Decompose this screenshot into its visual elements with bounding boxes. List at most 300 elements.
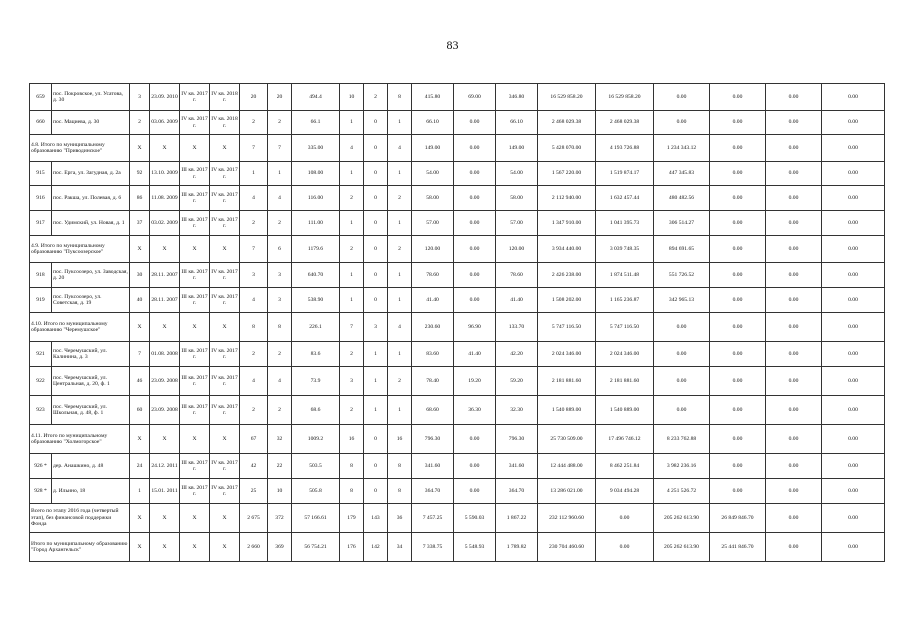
table-cell: 0.00 xyxy=(822,186,885,211)
table-cell: 8 xyxy=(388,454,412,479)
table-cell: 0.00 xyxy=(654,342,710,367)
table-cell: 17 496 746.12 xyxy=(596,425,654,454)
table-cell: 36.30 xyxy=(454,396,496,425)
table-cell: 1 xyxy=(340,211,364,236)
table-cell: 0 xyxy=(364,479,388,504)
table-row xyxy=(30,211,885,236)
table-cell: 11.08. 2009 xyxy=(150,186,180,211)
table-cell: X xyxy=(130,236,150,263)
table-cell: 205 262 613.90 xyxy=(654,533,710,562)
table-cell: 0 xyxy=(364,211,388,236)
table-cell: 0.00 xyxy=(654,367,710,396)
table-cell: 57 166.61 xyxy=(292,504,340,533)
table-cell: 505.8 xyxy=(292,479,340,504)
table-cell: 0.00 xyxy=(766,162,822,186)
table-cell: IV кв. 2017 г. xyxy=(210,479,240,504)
table-cell: X xyxy=(210,504,240,533)
subtotal-label: Итого по муниципальному образованию "Город Архангельск" xyxy=(30,533,130,562)
table-cell: 0.00 xyxy=(822,263,885,288)
table-cell: 13.10. 2009 xyxy=(150,162,180,186)
table-cell: 923 xyxy=(30,396,52,425)
table-cell: 1009.2 xyxy=(292,425,340,454)
table-cell: 306 514.27 xyxy=(654,211,710,236)
table-cell: 42 xyxy=(240,454,268,479)
table-row xyxy=(30,263,885,288)
table-cell: 0 xyxy=(364,162,388,186)
table-cell: 3 xyxy=(340,367,364,396)
table-cell: 0.00 xyxy=(766,288,822,313)
table-cell: 342 965.13 xyxy=(654,288,710,313)
table-cell: 7 338.75 xyxy=(412,533,454,562)
table-cell: пос. Мациева, д. 30 xyxy=(52,111,130,135)
table-cell: 0.00 xyxy=(766,211,822,236)
table-cell: X xyxy=(150,135,180,162)
table-cell: X xyxy=(150,313,180,342)
table-cell: пос. Пуксоозеро, ул. Советская, д. 19 xyxy=(52,288,130,313)
table-cell: 5 590.03 xyxy=(454,504,496,533)
table-cell: 2 112 940.00 xyxy=(538,186,596,211)
table-cell: 8 xyxy=(388,84,412,111)
table-cell: IV кв. 2017 г. xyxy=(180,111,210,135)
table-cell: 1 xyxy=(268,162,292,186)
table-cell: 0.00 xyxy=(596,504,654,533)
table-cell: 3 039 748.35 xyxy=(596,236,654,263)
table-cell: 226.1 xyxy=(292,313,340,342)
table-cell: 0.00 xyxy=(710,186,766,211)
table-cell: 176 xyxy=(340,533,364,562)
table-cell: 1 234 343.12 xyxy=(654,135,710,162)
table-cell: 2 024 346.00 xyxy=(596,342,654,367)
table-cell: 41.40 xyxy=(496,288,538,313)
subtotal-label: 4.8. Итого по муниципальному образованию "Приводинское" xyxy=(30,135,130,162)
table-cell: 111.00 xyxy=(292,211,340,236)
table-cell: X xyxy=(150,425,180,454)
table-cell: 2 024 346.00 xyxy=(538,342,596,367)
table-cell: 56 754.21 xyxy=(292,533,340,562)
table-cell: 32.30 xyxy=(496,396,538,425)
table-cell: 3 982 236.16 xyxy=(654,454,710,479)
table-cell: 0.00 xyxy=(766,84,822,111)
table-cell: 1 xyxy=(388,396,412,425)
table-cell: 10 xyxy=(340,84,364,111)
table-cell: 0 xyxy=(364,454,388,479)
table-cell: 66.10 xyxy=(412,111,454,135)
table-cell: IV кв. 2017 г. xyxy=(210,162,240,186)
table-cell: 0.00 xyxy=(710,84,766,111)
table-cell: 341.60 xyxy=(496,454,538,479)
table-cell: 0.00 xyxy=(454,479,496,504)
table-cell: 30 xyxy=(130,263,150,288)
table-cell: 3 xyxy=(268,263,292,288)
table-cell: 2 xyxy=(240,111,268,135)
subtotal-row xyxy=(30,135,885,162)
table-cell: 0.00 xyxy=(822,454,885,479)
table-cell: 83.60 xyxy=(412,342,454,367)
table-cell: 2 xyxy=(388,367,412,396)
table-cell: 2 xyxy=(268,111,292,135)
table-cell: 0.00 xyxy=(654,84,710,111)
table-cell: 8 xyxy=(240,313,268,342)
table-cell: пос. Пуксоозеро, ул. Заводская, д. 20 xyxy=(52,263,130,288)
table-cell: III кв. 2017 г. xyxy=(180,162,210,186)
table-cell: 480 482.56 xyxy=(654,186,710,211)
table-cell: 25 441 846.70 xyxy=(710,533,766,562)
table-cell: пос. Удимский, ул. Новая, д. 1 xyxy=(52,211,130,236)
table-cell: IV кв. 2017 г. xyxy=(180,84,210,111)
table-cell: 796.30 xyxy=(412,425,454,454)
table-cell: 1 xyxy=(388,342,412,367)
table-cell: 0.00 xyxy=(454,162,496,186)
table-cell: 120.00 xyxy=(496,236,538,263)
table-cell: X xyxy=(180,236,210,263)
table-cell: пос. Черемушский, ул. Центральная, д. 20, ф. 1 xyxy=(52,367,130,396)
table-cell: 447 345.83 xyxy=(654,162,710,186)
table-cell: 1 xyxy=(364,367,388,396)
table-cell: 9 034 494.28 xyxy=(596,479,654,504)
table-cell: 0.00 xyxy=(822,533,885,562)
table-cell: 0.00 xyxy=(710,236,766,263)
table-cell: 86 xyxy=(130,186,150,211)
table-cell: 23.09. 2010 xyxy=(150,84,180,111)
table-cell: 28.11. 2007 xyxy=(150,263,180,288)
table-cell: 149.00 xyxy=(496,135,538,162)
subtotal-label: 4.9. Итого по муниципальному образованию "Пуксоозерское" xyxy=(30,236,130,263)
table-cell: 659 xyxy=(30,84,52,111)
table-cell: 0.00 xyxy=(822,162,885,186)
table-cell: 8 xyxy=(268,313,292,342)
table-cell: 0.00 xyxy=(710,313,766,342)
table-cell: 41.40 xyxy=(454,342,496,367)
table-cell: 42.20 xyxy=(496,342,538,367)
table-cell: 1 xyxy=(388,288,412,313)
table-cell: 0.00 xyxy=(454,288,496,313)
table-cell: 2 181 881.60 xyxy=(538,367,596,396)
table-cell: IV кв. 2017 г. xyxy=(210,288,240,313)
table-cell: 4 xyxy=(268,186,292,211)
table-cell: 928 * xyxy=(30,479,52,504)
table-cell: IV кв. 2017 г. xyxy=(210,367,240,396)
table-cell: X xyxy=(150,504,180,533)
table-cell: 0.00 xyxy=(454,211,496,236)
table-cell: пос. Покровское, ул. Усатова, д. 30 xyxy=(52,84,130,111)
table-cell: 0 xyxy=(364,111,388,135)
table-cell: 7 xyxy=(268,135,292,162)
table-cell: 346.80 xyxy=(496,84,538,111)
table-cell: IV кв. 2017 г. xyxy=(210,454,240,479)
table-cell: 15.01. 2011 xyxy=(150,479,180,504)
table-cell: 503.5 xyxy=(292,454,340,479)
table-cell: 1 xyxy=(388,162,412,186)
table-cell: 917 xyxy=(30,211,52,236)
subtotal-row xyxy=(30,533,885,562)
table-cell: 921 xyxy=(30,342,52,367)
table-cell: 78.60 xyxy=(412,263,454,288)
table-cell: 2 xyxy=(268,211,292,236)
table-cell: 46 xyxy=(130,367,150,396)
table-cell: 0.00 xyxy=(766,135,822,162)
table-cell: 0.00 xyxy=(710,367,766,396)
table-cell: 1 xyxy=(240,162,268,186)
table-cell: 58.00 xyxy=(496,186,538,211)
table-cell: 0.00 xyxy=(766,533,822,562)
table-cell: 0.00 xyxy=(454,454,496,479)
table-cell: 24 xyxy=(130,454,150,479)
table-cell: X xyxy=(150,533,180,562)
table-cell: 73.9 xyxy=(292,367,340,396)
table-cell: 2 468 029.38 xyxy=(538,111,596,135)
table-cell: 8 xyxy=(340,454,364,479)
table-cell: 2 660 xyxy=(240,533,268,562)
table-cell: 1 xyxy=(130,479,150,504)
table-cell: X xyxy=(210,313,240,342)
table-cell: 0.00 xyxy=(822,288,885,313)
table-cell: 2 xyxy=(364,84,388,111)
table-cell: 4 193 726.88 xyxy=(596,135,654,162)
table-cell: 20 xyxy=(240,84,268,111)
table-cell: 0.00 xyxy=(822,211,885,236)
table-cell: 230 704 460.60 xyxy=(538,533,596,562)
table-cell: 108.00 xyxy=(292,162,340,186)
table-cell: 8 xyxy=(340,479,364,504)
table-cell: III кв. 2017 г. xyxy=(180,396,210,425)
table-cell: 0.00 xyxy=(454,425,496,454)
table-cell: 2 xyxy=(340,342,364,367)
table-cell: 2 xyxy=(268,396,292,425)
table-cell: 0.00 xyxy=(766,425,822,454)
table-cell: 0.00 xyxy=(766,367,822,396)
table-cell: 1179.6 xyxy=(292,236,340,263)
table-cell: 0.00 xyxy=(710,263,766,288)
table-cell: 0 xyxy=(364,425,388,454)
table-cell: 1 xyxy=(388,111,412,135)
table-cell: X xyxy=(130,313,150,342)
table-cell: 66.1 xyxy=(292,111,340,135)
table-cell: 16 xyxy=(388,425,412,454)
table-cell: 0.00 xyxy=(710,162,766,186)
table-cell: X xyxy=(180,533,210,562)
table-row xyxy=(30,479,885,504)
table-cell: 32 xyxy=(268,425,292,454)
table-cell: 60 xyxy=(130,396,150,425)
table-cell: IV кв. 2017 г. xyxy=(210,263,240,288)
table-cell: 1 874 511.48 xyxy=(596,263,654,288)
table-cell: 0.00 xyxy=(822,111,885,135)
table-cell: 54.00 xyxy=(412,162,454,186)
table-cell: 133.70 xyxy=(496,313,538,342)
table-cell: IV кв. 2017 г. xyxy=(210,186,240,211)
table-cell: 0.00 xyxy=(766,186,822,211)
table-cell: 36 xyxy=(388,504,412,533)
table-cell: дер. Анашкино, д. 48 xyxy=(52,454,130,479)
table-cell: 0.00 xyxy=(654,111,710,135)
table-cell: 0.00 xyxy=(710,342,766,367)
table-cell: 415.80 xyxy=(412,84,454,111)
table-cell: 1 xyxy=(388,211,412,236)
table-cell: 1 508 202.00 xyxy=(538,288,596,313)
table-cell: 4 xyxy=(388,313,412,342)
table-cell: 230.60 xyxy=(412,313,454,342)
table-cell: 20 xyxy=(268,84,292,111)
table-cell: III кв. 2017 г. xyxy=(180,186,210,211)
table-cell: IV кв. 2017 г. xyxy=(210,211,240,236)
subtotal-label: 4.10. Итого по муниципальному образованию "Черемушское" xyxy=(30,313,130,342)
table-cell: 1 867.22 xyxy=(496,504,538,533)
table-cell: 1 xyxy=(340,162,364,186)
table-cell: 22 xyxy=(268,454,292,479)
table-cell: 92 xyxy=(130,162,150,186)
table-cell: 3 xyxy=(268,288,292,313)
table-cell: X xyxy=(130,425,150,454)
table-cell: III кв. 2017 г. xyxy=(180,454,210,479)
table-cell: 120.00 xyxy=(412,236,454,263)
table-cell: 0.00 xyxy=(454,111,496,135)
table-cell: 83.6 xyxy=(292,342,340,367)
table-cell: 1 632 457.44 xyxy=(596,186,654,211)
table-cell: 4 xyxy=(340,135,364,162)
table-cell: X xyxy=(210,135,240,162)
table-cell: 116.00 xyxy=(292,186,340,211)
table-cell: 0.00 xyxy=(822,504,885,533)
table-cell: 1 xyxy=(340,263,364,288)
table-cell: 4 xyxy=(240,288,268,313)
table-cell: X xyxy=(130,135,150,162)
table-cell: 0.00 xyxy=(822,84,885,111)
table-cell: III кв. 2017 г. xyxy=(180,342,210,367)
table-cell: 0.00 xyxy=(822,367,885,396)
table-cell: 0.00 xyxy=(822,313,885,342)
table-cell: 0 xyxy=(364,288,388,313)
table-cell: 34 xyxy=(388,533,412,562)
table-cell: 19.20 xyxy=(454,367,496,396)
table-cell: 0.00 xyxy=(710,111,766,135)
table-cell: III кв. 2017 г. xyxy=(180,211,210,236)
table-cell: 59.20 xyxy=(496,367,538,396)
table-cell: X xyxy=(180,135,210,162)
table-cell: X xyxy=(210,236,240,263)
table-cell: 25 730 509.00 xyxy=(538,425,596,454)
table-cell: IV кв. 2017 г. xyxy=(210,342,240,367)
table-cell: 0.00 xyxy=(454,236,496,263)
table-cell: 2 675 xyxy=(240,504,268,533)
table-cell: 2 xyxy=(268,342,292,367)
table-cell: 0.00 xyxy=(766,313,822,342)
table-cell: 1 347 910.00 xyxy=(538,211,596,236)
table-cell: 2 xyxy=(388,186,412,211)
subtotal-row xyxy=(30,313,885,342)
table-cell: 8 xyxy=(388,479,412,504)
table-cell: 5 428 070.00 xyxy=(538,135,596,162)
table-cell: 0.00 xyxy=(710,396,766,425)
table-row xyxy=(30,162,885,186)
table-cell: 24.12. 2011 xyxy=(150,454,180,479)
table-cell: 6 xyxy=(268,236,292,263)
table-cell: 0 xyxy=(364,135,388,162)
table-cell: 2 468 029.38 xyxy=(596,111,654,135)
table-cell: X xyxy=(180,313,210,342)
table-cell: 551 726.52 xyxy=(654,263,710,288)
table-cell: 96.90 xyxy=(454,313,496,342)
table-cell: 916 xyxy=(30,186,52,211)
table-cell: 0.00 xyxy=(454,186,496,211)
table-cell: д. Ильино, 18 xyxy=(52,479,130,504)
table-cell: 894 691.65 xyxy=(654,236,710,263)
table-cell: 1 540 889.00 xyxy=(596,396,654,425)
subtotal-label: 4.11. Итого по муниципальному образованию "Холмогорское" xyxy=(30,425,130,454)
table-cell: 0.00 xyxy=(766,479,822,504)
table-cell: 0.00 xyxy=(654,313,710,342)
table-cell: 4 xyxy=(240,186,268,211)
table-cell: 1 xyxy=(364,396,388,425)
table-cell: 660 xyxy=(30,111,52,135)
table-row xyxy=(30,342,885,367)
table-cell: 28.11. 2007 xyxy=(150,288,180,313)
table-cell: 16 529 858.20 xyxy=(596,84,654,111)
table-cell: 7 457.25 xyxy=(412,504,454,533)
table-cell: 13 286 021.00 xyxy=(538,479,596,504)
table-cell: 68.6 xyxy=(292,396,340,425)
table-cell: 58.00 xyxy=(412,186,454,211)
subtotal-row xyxy=(30,504,885,533)
table-cell: 143 xyxy=(364,504,388,533)
table-cell: 0.00 xyxy=(710,425,766,454)
table-cell: 57.00 xyxy=(496,211,538,236)
table-cell: 26 849 846.70 xyxy=(710,504,766,533)
table-cell: 7 xyxy=(240,135,268,162)
table-cell: 372 xyxy=(268,504,292,533)
table-cell: 23.09. 2008 xyxy=(150,396,180,425)
table-cell: III кв. 2017 г. xyxy=(180,263,210,288)
table-cell: 915 xyxy=(30,162,52,186)
table-cell: 3 xyxy=(130,84,150,111)
table-cell: X xyxy=(210,425,240,454)
table-cell: 1 789.82 xyxy=(496,533,538,562)
table-cell: 03.06. 2009 xyxy=(150,111,180,135)
table-cell: 2 xyxy=(240,211,268,236)
table-cell: 1 xyxy=(340,288,364,313)
subtotal-row xyxy=(30,236,885,263)
table-cell: III кв. 2017 г. xyxy=(180,479,210,504)
table-cell: 57.00 xyxy=(412,211,454,236)
table-cell: 1 041 395.73 xyxy=(596,211,654,236)
table-cell: 0.00 xyxy=(710,211,766,236)
table-row xyxy=(30,111,885,135)
table-cell: 205 262 613.90 xyxy=(654,504,710,533)
table-cell: 0.00 xyxy=(454,135,496,162)
table-cell: 0.00 xyxy=(766,236,822,263)
table-cell: IV кв. 2018 г. xyxy=(210,84,240,111)
table-cell: 2 426 238.00 xyxy=(538,263,596,288)
table-cell: пос. Ракша, ул. Полевая, д. 6 xyxy=(52,186,130,211)
table-cell: 67 xyxy=(240,425,268,454)
table-cell: 922 xyxy=(30,367,52,396)
table-row xyxy=(30,367,885,396)
table-cell: 0.00 xyxy=(822,236,885,263)
table-cell: 232 112 960.60 xyxy=(538,504,596,533)
table-cell: 364.70 xyxy=(496,479,538,504)
table-cell: IV кв. 2018 г. xyxy=(210,111,240,135)
table-row xyxy=(30,288,885,313)
table-cell: 335.00 xyxy=(292,135,340,162)
table-cell: 0.00 xyxy=(766,454,822,479)
table-cell: 919 xyxy=(30,288,52,313)
resettlement-table xyxy=(29,83,885,562)
table-cell: 0.00 xyxy=(766,396,822,425)
table-cell: 179 xyxy=(340,504,364,533)
table-cell: 40 xyxy=(130,288,150,313)
table-cell: 78.60 xyxy=(496,263,538,288)
table-cell: 149.00 xyxy=(412,135,454,162)
table-cell: 0 xyxy=(364,186,388,211)
